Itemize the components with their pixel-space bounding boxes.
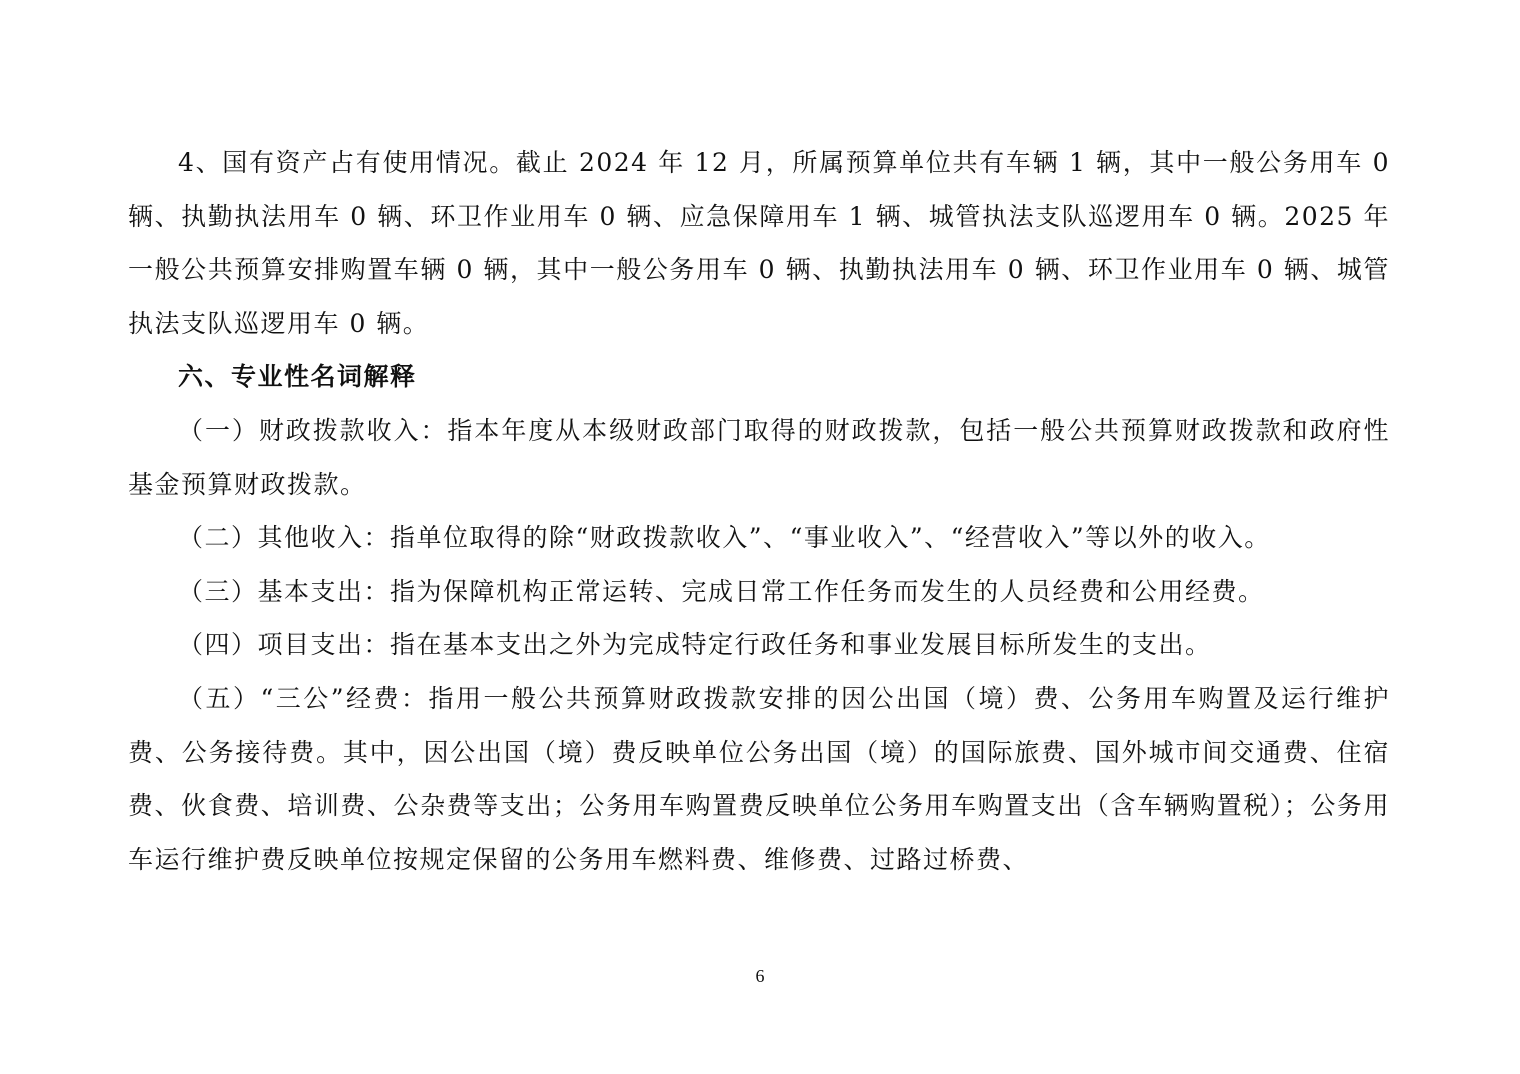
page-number: 6 <box>755 966 765 986</box>
section-heading: 六、专业性名词解释 <box>178 362 417 392</box>
definition-project-expenditure: （四）项目支出：指在基本支出之外为完成特定行政任务和事业发展目标所发生的支出。 <box>178 630 1212 660</box>
asset-usage-paragraph: 4、国有资产占有使用情况。截止 2024 年 12 月，所属预算单位共有车辆 1 辆，其中一般公务用车 0 辆、执勤执法用车 0 辆、环卫作业用车 0 辆、应急保障用车 1 辆、城管执法支队巡逻用车 0 辆。2025 年一般公共预算安排购置车辆 0 辆，其中一般公务用车 0 辆、执勤执法用车 0 辆、环卫作业用车 0 辆、城管执法支队巡逻用车 0 辆。 <box>128 148 1390 338</box>
definition-other-income: （二）其他收入：指单位取得的除“财政拨款收入”、“事业收入”、“经营收入”等以外的收入。 <box>178 523 1271 553</box>
document-body <box>128 136 1390 886</box>
definition-three-public-expenses: （五）“三公”经费：指用一般公共预算财政拨款安排的因公出国（境）费、公务用车购置及运行维护费、公务接待费。其中，因公出国（境）费反映单位公务出国（境）的国际旅费、国外城市间交通费、住宿费、伙食费、培训费、公杂费等支出；公务用车购置费反映单位公务用车购置支出（含车辆购置税）；公务用车运行维护费反映单位按规定保留的公务用车燃料费、维修费、过路过桥费、 <box>128 683 1390 874</box>
definition-fiscal-appropriation-income: （一）财政拨款收入：指本年度从本级财政部门取得的财政拨款，包括一般公共预算财政拨款和政府性基金预算财政拨款。 <box>128 415 1390 499</box>
definition-basic-expenditure: （三）基本支出：指为保障机构正常运转、完成日常工作任务而发生的人员经费和公用经费。 <box>178 576 1265 606</box>
